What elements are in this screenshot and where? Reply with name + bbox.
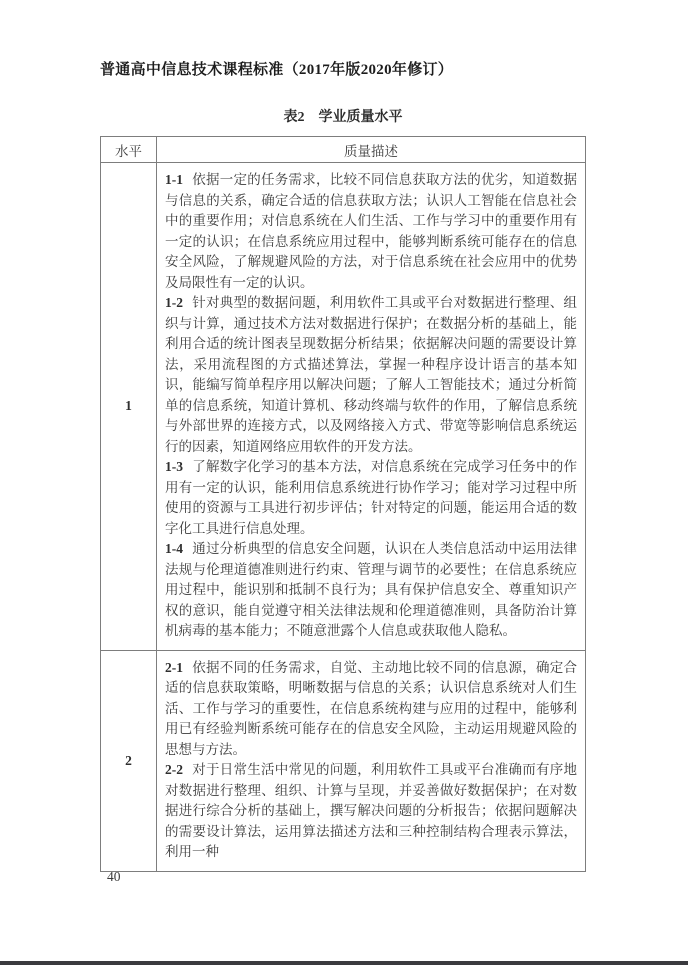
paragraph-number: 2-1 bbox=[165, 659, 183, 675]
paragraph-number: 1-2 bbox=[165, 295, 183, 310]
paragraph-number: 2-2 bbox=[165, 762, 183, 777]
column-header-description: 质量描述 bbox=[157, 137, 586, 163]
table-row-level-1 bbox=[101, 163, 586, 651]
table-row-level-2 bbox=[101, 650, 586, 871]
level-2-cell: 2 bbox=[101, 650, 157, 871]
paragraph-number: 1-3 bbox=[165, 459, 183, 474]
column-header-level: 水平 bbox=[101, 137, 157, 163]
table-header-row bbox=[101, 137, 586, 163]
quality-table bbox=[100, 136, 586, 872]
quality-table-wrap bbox=[100, 136, 586, 872]
paragraph-text: 了解数字化学习的基本方法，对信息系统在完成学习任务中的作用有一定的认识，能利用信息系统进行协作学习；能对学习过程中所使用的资源与工具进行初步评估；针对特定的问题，能运用合适的数字化工具进行信息处理。 bbox=[165, 459, 577, 536]
quality-paragraph-2-1 bbox=[165, 658, 577, 761]
quality-paragraph-1-3 bbox=[165, 457, 577, 539]
level-2-description-cell bbox=[157, 650, 586, 871]
level-1-description-cell bbox=[157, 163, 586, 651]
paragraph-text: 依据一定的任务需求，比较不同信息获取方法的优劣，知道数据与信息的关系，确定合适的信息获取方法；认识人工智能在信息社会中的重要作用；对信息系统在人们生活、工作与学习中的重要作用有一定的认识；在信息系统应用过程中，能够判断系统可能存在的信息安全风险，了解规避风险的方法，对于信息系统在社会应用中的优势及局限性有一定的认识。 bbox=[165, 172, 577, 290]
level-1-cell: 1 bbox=[101, 163, 157, 651]
quality-paragraph-2-2 bbox=[165, 760, 577, 863]
paragraph-number: 1-4 bbox=[165, 541, 183, 556]
paragraph-text: 对于日常生活中常见的问题，利用软件工具或平台准确而有序地对数据进行整理、组织、计算与呈现，并妥善做好数据保护；在对数据进行综合分析的基础上，撰写解决问题的分析报告；依据问题解决的需要设计算法，运用算法描述方法和三种控制结构合理表示算法，利用一种 bbox=[165, 762, 577, 859]
page-number: 40 bbox=[107, 869, 121, 884]
page-bottom-edge bbox=[0, 961, 688, 965]
quality-paragraph-1-4 bbox=[165, 539, 577, 642]
running-header: 普通高中信息技术课程标准（2017年版2020年修订） bbox=[100, 62, 454, 78]
paragraph-text: 通过分析典型的信息安全问题，认识在人类信息活动中运用法律法规与伦理道德准则进行约束、管理与调节的必要性；在信息系统应用过程中，能识别和抵制不良行为；具有保护信息安全、尊重知识产权的意识，能自觉遵守相关法律法规和伦理道德准则，具备防治计算机病毒的基本能力；不随意泄露个人信息或获取他人隐私。 bbox=[165, 541, 577, 638]
table-caption: 表2 学业质量水平 bbox=[283, 110, 403, 125]
quality-paragraph-1-2 bbox=[165, 293, 577, 457]
paragraph-text: 针对典型的数据问题，利用软件工具或平台对数据进行整理、组织与计算，通过技术方法对数据进行保护；在数据分析的基础上，能利用合适的统计图表呈现数据分析结果；依据解决问题的需要设计算法，采用流程图的方式描述算法，掌握一种程序设计语言的基本知识，能编写简单程序用以解决问题；了解人工智能技术；通过分析简单的信息系统，知道计算机、移动终端与软件的作用，了解信息系统与外部世界的连接方式，以及网络接入方式、带宽等影响信息系统运行的因素，知道网络应用软件的开发方法。 bbox=[165, 295, 577, 454]
quality-paragraph-1-1 bbox=[165, 170, 577, 293]
paragraph-number: 1-1 bbox=[165, 172, 183, 187]
paragraph-text: 依据不同的任务需求，自觉、主动地比较不同的信息源，确定合适的信息获取策略，明晰数据与信息的关系；认识信息系统对人们生活、工作与学习的重要性，在信息系统构建与应用的过程中，能够利用已有经验判断系统可能存在的信息安全风险，主动运用规避风险的思想与方法。 bbox=[165, 659, 577, 757]
